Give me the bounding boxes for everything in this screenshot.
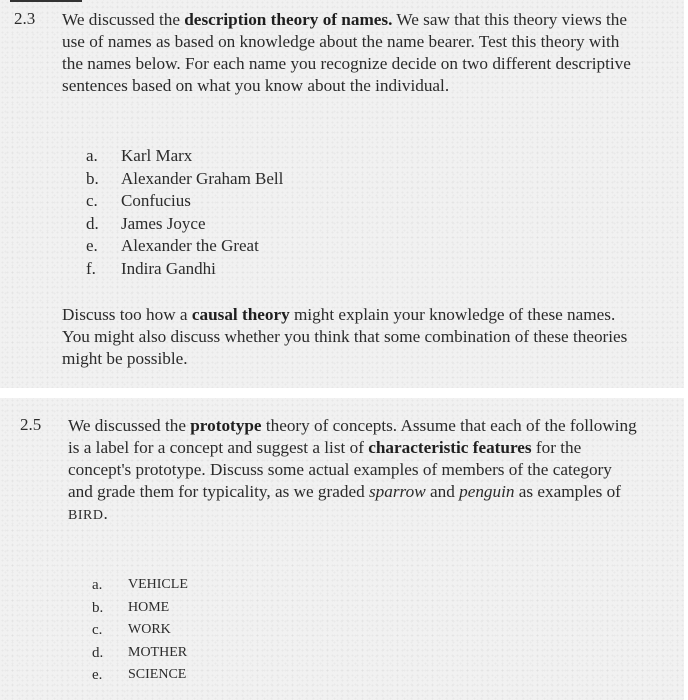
name-list — [86, 145, 283, 281]
exercise-intro: We discussed the prototype theory of concepts. Assume that each of the following is a label for a concept and suggest a list of characteristic features for the concept's prototype. Discuss some actual examples of members of the category and grade them for typicality, as we graded sparrow and penguin as examples of BIRD. — [68, 416, 637, 523]
exercise-intro: We discussed the description theory of names. We saw that this theory views the use of names as based on knowledge about the name bearer. Test this theory with the names below. For each name you recognize decide on two different descriptive sentences based on what you know about the individual. — [62, 10, 631, 95]
list-item: c. WORK — [92, 622, 171, 639]
list-item: c. Confucius — [86, 191, 191, 211]
list-item: a. VEHICLE — [92, 577, 188, 593]
list-item: f. Indira Gandhi — [86, 258, 216, 278]
list-item: b. HOME — [92, 599, 170, 616]
list-item: a. Karl Marx — [86, 146, 193, 165]
concept-list — [92, 574, 188, 687]
top-rule — [10, 0, 82, 2]
list-item: e. Alexander the Great — [86, 236, 259, 256]
list-item: e. SCIENCE — [92, 667, 187, 684]
exercise-number: 2.3 — [14, 9, 36, 28]
exercise-number: 2.5 — [20, 415, 42, 434]
exercise-outro: Discuss too how a causal theory might explain your knowledge of these names. You might also discuss whether you think that some combination of these theories might be possible. — [62, 305, 628, 368]
exercise-2-5 — [0, 398, 684, 700]
list-item: d. MOTHER — [92, 644, 188, 661]
list-item: d. James Joyce — [86, 213, 206, 233]
list-item: b. Alexander Graham Bell — [86, 168, 284, 188]
